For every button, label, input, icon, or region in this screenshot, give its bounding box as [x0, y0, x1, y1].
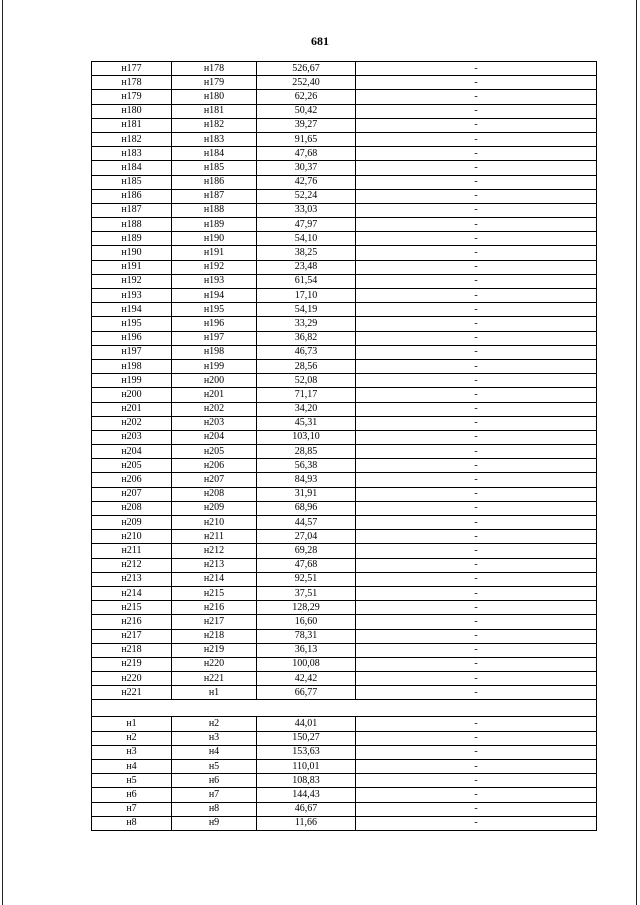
- table-row: [92, 416, 597, 430]
- distance-cell: 28,56: [257, 359, 356, 373]
- table-row: [92, 331, 597, 345]
- note-cell: -: [356, 745, 597, 759]
- point-to-cell: н199: [172, 359, 257, 373]
- point-to-cell: н180: [172, 90, 257, 104]
- note-cell: -: [356, 601, 597, 615]
- point-to-cell: н190: [172, 232, 257, 246]
- note-cell: -: [356, 643, 597, 657]
- distance-cell: 56,38: [257, 459, 356, 473]
- point-from-cell: н179: [92, 90, 172, 104]
- point-from-cell: н190: [92, 246, 172, 260]
- distance-cell: 62,26: [257, 90, 356, 104]
- point-to-cell: н184: [172, 147, 257, 161]
- point-from-cell: н216: [92, 615, 172, 629]
- distance-cell: 34,20: [257, 402, 356, 416]
- point-to-cell: н214: [172, 572, 257, 586]
- distance-cell: 47,68: [257, 147, 356, 161]
- distance-cell: 61,54: [257, 274, 356, 288]
- point-to-cell: н5: [172, 760, 257, 774]
- distance-cell: 91,65: [257, 132, 356, 146]
- distance-cell: 68,96: [257, 501, 356, 515]
- point-from-cell: н209: [92, 516, 172, 530]
- point-from-cell: н2: [92, 731, 172, 745]
- point-from-cell: н191: [92, 260, 172, 274]
- point-to-cell: н7: [172, 788, 257, 802]
- point-to-cell: н3: [172, 731, 257, 745]
- distance-cell: 66,77: [257, 686, 356, 700]
- point-to-cell: н210: [172, 516, 257, 530]
- note-cell: -: [356, 374, 597, 388]
- point-from-cell: н178: [92, 76, 172, 90]
- table-row: [92, 175, 597, 189]
- point-from-cell: н1: [92, 717, 172, 731]
- table-row: [92, 345, 597, 359]
- distance-cell: 11,66: [257, 816, 356, 830]
- note-cell: -: [356, 175, 597, 189]
- distance-cell: 39,27: [257, 118, 356, 132]
- distance-cell: 38,25: [257, 246, 356, 260]
- note-cell: -: [356, 487, 597, 501]
- point-from-cell: н221: [92, 686, 172, 700]
- distance-cell: 526,67: [257, 62, 356, 76]
- point-to-cell: н185: [172, 161, 257, 175]
- distance-cell: 28,85: [257, 445, 356, 459]
- point-from-cell: н3: [92, 745, 172, 759]
- point-to-cell: н183: [172, 132, 257, 146]
- point-to-cell: н202: [172, 402, 257, 416]
- point-to-cell: н209: [172, 501, 257, 515]
- table-row: [92, 388, 597, 402]
- table-row: [92, 643, 597, 657]
- table-row: [92, 672, 597, 686]
- point-to-cell: н208: [172, 487, 257, 501]
- point-from-cell: н182: [92, 132, 172, 146]
- table-row: [92, 745, 597, 759]
- distance-cell: 37,51: [257, 586, 356, 600]
- distance-cell: 17,10: [257, 289, 356, 303]
- distance-cell: 44,01: [257, 717, 356, 731]
- table-row: [92, 615, 597, 629]
- distance-cell: 54,19: [257, 303, 356, 317]
- point-to-cell: н212: [172, 544, 257, 558]
- table-row: [92, 445, 597, 459]
- point-to-cell: н197: [172, 331, 257, 345]
- note-cell: -: [356, 717, 597, 731]
- point-from-cell: н5: [92, 774, 172, 788]
- distance-cell: 44,57: [257, 516, 356, 530]
- point-from-cell: н177: [92, 62, 172, 76]
- point-from-cell: н217: [92, 629, 172, 643]
- point-from-cell: н210: [92, 530, 172, 544]
- point-to-cell: н216: [172, 601, 257, 615]
- note-cell: -: [356, 388, 597, 402]
- table-row: [92, 774, 597, 788]
- table-row: [92, 572, 597, 586]
- note-cell: -: [356, 118, 597, 132]
- point-from-cell: н194: [92, 303, 172, 317]
- distance-cell: 47,68: [257, 558, 356, 572]
- note-cell: -: [356, 317, 597, 331]
- point-from-cell: н215: [92, 601, 172, 615]
- distance-cell: 110,01: [257, 760, 356, 774]
- note-cell: -: [356, 558, 597, 572]
- point-from-cell: н220: [92, 672, 172, 686]
- point-from-cell: н212: [92, 558, 172, 572]
- note-cell: -: [356, 615, 597, 629]
- table-row: [92, 473, 597, 487]
- table-row: [92, 601, 597, 615]
- table-row: [92, 402, 597, 416]
- point-to-cell: н219: [172, 643, 257, 657]
- note-cell: -: [356, 430, 597, 444]
- note-cell: -: [356, 586, 597, 600]
- note-cell: -: [356, 203, 597, 217]
- table-row: [92, 530, 597, 544]
- note-cell: -: [356, 345, 597, 359]
- note-cell: -: [356, 473, 597, 487]
- table-row: [92, 802, 597, 816]
- distance-cell: 84,93: [257, 473, 356, 487]
- point-to-cell: н189: [172, 218, 257, 232]
- distance-cell: 71,17: [257, 388, 356, 402]
- distance-cell: 45,31: [257, 416, 356, 430]
- point-from-cell: н181: [92, 118, 172, 132]
- point-from-cell: н4: [92, 760, 172, 774]
- note-cell: -: [356, 132, 597, 146]
- distance-cell: 144,43: [257, 788, 356, 802]
- note-cell: -: [356, 445, 597, 459]
- table-row: [92, 374, 597, 388]
- scan-right-edge: [636, 0, 637, 905]
- table-row: [92, 203, 597, 217]
- distance-cell: 30,37: [257, 161, 356, 175]
- point-to-cell: н9: [172, 816, 257, 830]
- note-cell: -: [356, 90, 597, 104]
- point-to-cell: н191: [172, 246, 257, 260]
- distance-cell: 54,10: [257, 232, 356, 246]
- point-to-cell: н4: [172, 745, 257, 759]
- point-from-cell: н204: [92, 445, 172, 459]
- note-cell: -: [356, 402, 597, 416]
- point-from-cell: н201: [92, 402, 172, 416]
- point-from-cell: н184: [92, 161, 172, 175]
- point-from-cell: н203: [92, 430, 172, 444]
- note-cell: -: [356, 104, 597, 118]
- point-to-cell: н2: [172, 717, 257, 731]
- point-to-cell: н195: [172, 303, 257, 317]
- point-from-cell: н180: [92, 104, 172, 118]
- table-row: [92, 686, 597, 700]
- note-cell: -: [356, 657, 597, 671]
- table-row: [92, 430, 597, 444]
- table-row: [92, 161, 597, 175]
- point-from-cell: н192: [92, 274, 172, 288]
- note-cell: -: [356, 816, 597, 830]
- note-cell: -: [356, 260, 597, 274]
- note-cell: -: [356, 274, 597, 288]
- point-from-cell: н205: [92, 459, 172, 473]
- distance-cell: 42,42: [257, 672, 356, 686]
- point-to-cell: н6: [172, 774, 257, 788]
- note-cell: -: [356, 530, 597, 544]
- point-to-cell: н215: [172, 586, 257, 600]
- table-row: [92, 731, 597, 745]
- distance-cell: 252,40: [257, 76, 356, 90]
- point-from-cell: н200: [92, 388, 172, 402]
- point-to-cell: н213: [172, 558, 257, 572]
- page-number: 681: [311, 34, 329, 48]
- table-row: [92, 717, 597, 731]
- point-from-cell: н193: [92, 289, 172, 303]
- table-row: [92, 289, 597, 303]
- distance-cell: 36,13: [257, 643, 356, 657]
- point-from-cell: н219: [92, 657, 172, 671]
- table-row: [92, 274, 597, 288]
- distance-cell: 23,48: [257, 260, 356, 274]
- point-from-cell: н185: [92, 175, 172, 189]
- table-row: [92, 246, 597, 260]
- table-row: [92, 487, 597, 501]
- table-row: [92, 189, 597, 203]
- note-cell: -: [356, 62, 597, 76]
- point-to-cell: н187: [172, 189, 257, 203]
- distance-cell: 108,83: [257, 774, 356, 788]
- point-from-cell: н197: [92, 345, 172, 359]
- point-from-cell: н188: [92, 218, 172, 232]
- point-to-cell: н207: [172, 473, 257, 487]
- note-cell: -: [356, 76, 597, 90]
- point-to-cell: н196: [172, 317, 257, 331]
- point-to-cell: н198: [172, 345, 257, 359]
- separator-row: [92, 700, 597, 717]
- table-row: [92, 218, 597, 232]
- point-to-cell: н217: [172, 615, 257, 629]
- point-to-cell: н1: [172, 686, 257, 700]
- table-row: [92, 317, 597, 331]
- point-to-cell: н221: [172, 672, 257, 686]
- point-from-cell: н189: [92, 232, 172, 246]
- table-row: [92, 501, 597, 515]
- point-from-cell: н213: [92, 572, 172, 586]
- table-row: [92, 359, 597, 373]
- table-row: [92, 232, 597, 246]
- point-to-cell: н186: [172, 175, 257, 189]
- note-cell: -: [356, 629, 597, 643]
- table-row: [92, 62, 597, 76]
- note-cell: -: [356, 161, 597, 175]
- point-from-cell: н207: [92, 487, 172, 501]
- table-row: [92, 657, 597, 671]
- note-cell: -: [356, 331, 597, 345]
- table-row: [92, 788, 597, 802]
- distance-cell: 46,73: [257, 345, 356, 359]
- table-row: [92, 816, 597, 830]
- point-to-cell: н206: [172, 459, 257, 473]
- point-from-cell: н208: [92, 501, 172, 515]
- point-from-cell: н6: [92, 788, 172, 802]
- table-row: [92, 544, 597, 558]
- note-cell: -: [356, 501, 597, 515]
- point-from-cell: н218: [92, 643, 172, 657]
- point-to-cell: н181: [172, 104, 257, 118]
- table-row: [92, 260, 597, 274]
- point-to-cell: н201: [172, 388, 257, 402]
- point-to-cell: н218: [172, 629, 257, 643]
- note-cell: -: [356, 147, 597, 161]
- point-to-cell: н211: [172, 530, 257, 544]
- note-cell: -: [356, 774, 597, 788]
- point-to-cell: н205: [172, 445, 257, 459]
- point-to-cell: н220: [172, 657, 257, 671]
- point-to-cell: н8: [172, 802, 257, 816]
- table-row: [92, 586, 597, 600]
- note-cell: -: [356, 246, 597, 260]
- note-cell: -: [356, 289, 597, 303]
- point-from-cell: н186: [92, 189, 172, 203]
- distance-cell: 46,67: [257, 802, 356, 816]
- table-row: [92, 516, 597, 530]
- distance-cell: 128,29: [257, 601, 356, 615]
- point-from-cell: н196: [92, 331, 172, 345]
- distance-cell: 50,42: [257, 104, 356, 118]
- table-row: [92, 629, 597, 643]
- point-to-cell: н179: [172, 76, 257, 90]
- distance-cell: 153,63: [257, 745, 356, 759]
- point-from-cell: н214: [92, 586, 172, 600]
- table-row: [92, 760, 597, 774]
- distance-cell: 42,76: [257, 175, 356, 189]
- point-from-cell: н198: [92, 359, 172, 373]
- table-row: [92, 76, 597, 90]
- point-from-cell: н187: [92, 203, 172, 217]
- note-cell: -: [356, 572, 597, 586]
- distance-cell: 36,82: [257, 331, 356, 345]
- point-from-cell: н202: [92, 416, 172, 430]
- note-cell: -: [356, 686, 597, 700]
- distance-cell: 47,97: [257, 218, 356, 232]
- distance-cell: 31,91: [257, 487, 356, 501]
- point-from-cell: н7: [92, 802, 172, 816]
- note-cell: -: [356, 232, 597, 246]
- distance-cell: 78,31: [257, 629, 356, 643]
- point-from-cell: н211: [92, 544, 172, 558]
- distance-cell: 92,51: [257, 572, 356, 586]
- note-cell: -: [356, 802, 597, 816]
- note-cell: -: [356, 218, 597, 232]
- note-cell: -: [356, 359, 597, 373]
- distance-cell: 52,24: [257, 189, 356, 203]
- point-from-cell: н183: [92, 147, 172, 161]
- table-row: [92, 90, 597, 104]
- note-cell: -: [356, 731, 597, 745]
- point-from-cell: н8: [92, 816, 172, 830]
- point-to-cell: н193: [172, 274, 257, 288]
- table-row: [92, 132, 597, 146]
- note-cell: -: [356, 672, 597, 686]
- point-from-cell: н195: [92, 317, 172, 331]
- point-to-cell: н188: [172, 203, 257, 217]
- table-row: [92, 118, 597, 132]
- table-row: [92, 147, 597, 161]
- scan-left-edge: [2, 0, 3, 905]
- point-from-cell: н199: [92, 374, 172, 388]
- note-cell: -: [356, 788, 597, 802]
- table-row: [92, 558, 597, 572]
- note-cell: -: [356, 303, 597, 317]
- distance-cell: 27,04: [257, 530, 356, 544]
- distance-cell: 69,28: [257, 544, 356, 558]
- note-cell: -: [356, 516, 597, 530]
- note-cell: -: [356, 189, 597, 203]
- point-to-cell: н204: [172, 430, 257, 444]
- point-from-cell: н206: [92, 473, 172, 487]
- point-to-cell: н178: [172, 62, 257, 76]
- distance-cell: 16,60: [257, 615, 356, 629]
- point-to-cell: н203: [172, 416, 257, 430]
- distance-cell: 100,08: [257, 657, 356, 671]
- distance-cell: 52,08: [257, 374, 356, 388]
- note-cell: -: [356, 544, 597, 558]
- distance-cell: 150,27: [257, 731, 356, 745]
- table-row: [92, 459, 597, 473]
- note-cell: -: [356, 416, 597, 430]
- point-to-cell: н182: [172, 118, 257, 132]
- point-to-cell: н200: [172, 374, 257, 388]
- distance-cell: 103,10: [257, 430, 356, 444]
- note-cell: -: [356, 459, 597, 473]
- note-cell: -: [356, 760, 597, 774]
- point-to-cell: н194: [172, 289, 257, 303]
- boundary-points-table: [91, 61, 597, 831]
- distance-cell: 33,03: [257, 203, 356, 217]
- table-row: [92, 303, 597, 317]
- separator-cell: [92, 700, 597, 717]
- distance-cell: 33,29: [257, 317, 356, 331]
- point-to-cell: н192: [172, 260, 257, 274]
- table-row: [92, 104, 597, 118]
